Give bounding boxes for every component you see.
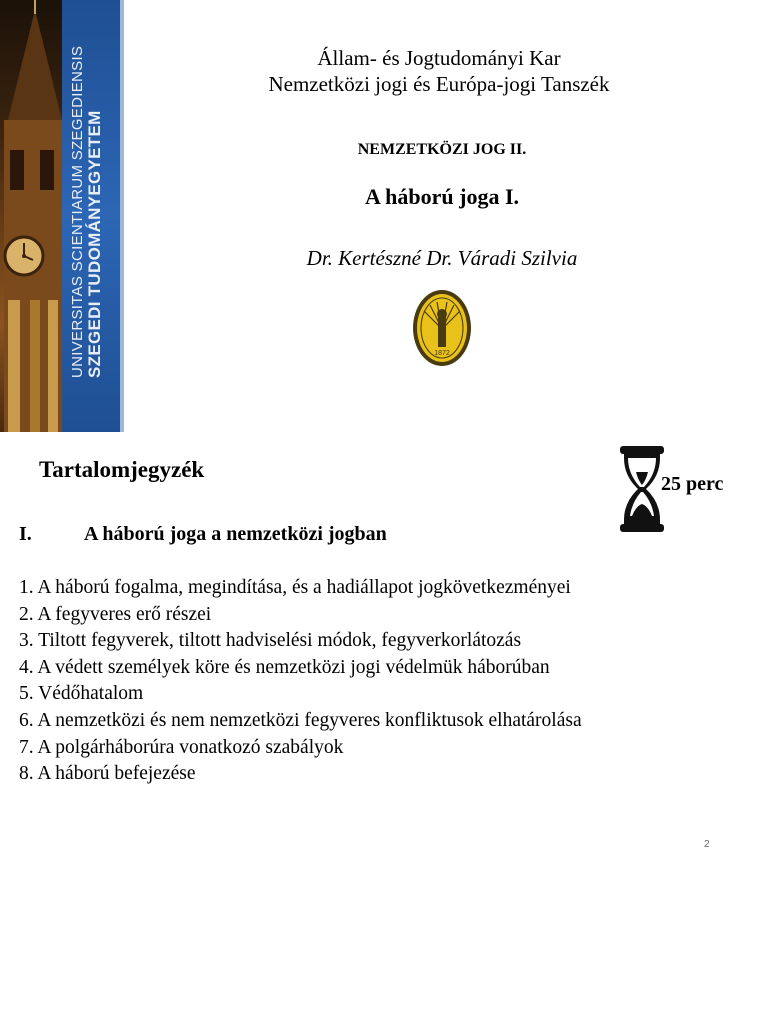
toc-item: 8. A háború befejezése bbox=[19, 763, 196, 785]
toc-item: 5. Védőhatalom bbox=[19, 683, 144, 705]
toc-item: 4. A védett személyek köre és nemzetközi jogi védelmük háborúban bbox=[19, 656, 550, 678]
toc-item: 7. A polgárháborúra vonatkozó szabályok bbox=[19, 736, 344, 758]
course-title: NEMZETKÖZI JOG II. bbox=[357, 141, 527, 158]
timer-label: 25 perc bbox=[661, 473, 724, 495]
section-title: A háború joga a nemzetközi jogban bbox=[84, 523, 387, 545]
author-name: Dr. Kertészné Dr. Váradi Szilvia bbox=[306, 246, 578, 270]
toc-list bbox=[19, 575, 582, 788]
toc-item: 6. A nemzetközi és nem nemzetközi fegyveres konfliktusok elhatárolása bbox=[19, 709, 582, 731]
toc-item: 3. Tiltott fegyverek, tiltott hadviselési módok, fegyverkorlátozás bbox=[19, 630, 522, 652]
toc-item: 1. A háború fogalma, megindítása, és a hadiállapot jogkövetkezményei bbox=[19, 577, 571, 598]
section-number: I. bbox=[19, 523, 32, 545]
toc-heading: Tartalomjegyzék bbox=[39, 457, 205, 482]
university-latin-name: UNIVERSITAS SCIENTIARUM SZEGEDIENSIS bbox=[69, 45, 86, 378]
table-of-contents-slide bbox=[0, 432, 768, 1024]
seal-year: 1872 bbox=[434, 350, 450, 357]
lecture-title: A háború joga I. bbox=[364, 184, 520, 209]
clock-tower-image bbox=[0, 0, 70, 432]
toc-item: 2. A fegyveres erő részei bbox=[19, 603, 212, 625]
university-name-vertical bbox=[70, 46, 104, 378]
university-banner bbox=[0, 0, 124, 432]
banner-edge bbox=[120, 0, 124, 432]
page-number: 2 bbox=[704, 839, 710, 850]
title-slide bbox=[0, 0, 768, 432]
university-name: SZEGEDI TUDOMÁNYEGYETEM bbox=[84, 110, 104, 378]
university-seal-icon bbox=[412, 289, 472, 367]
department-name: Nemzetközi jogi és Európa-jogi Tanszék bbox=[268, 72, 610, 96]
faculty-name: Állam- és Jogtudományi Kar bbox=[317, 46, 561, 70]
